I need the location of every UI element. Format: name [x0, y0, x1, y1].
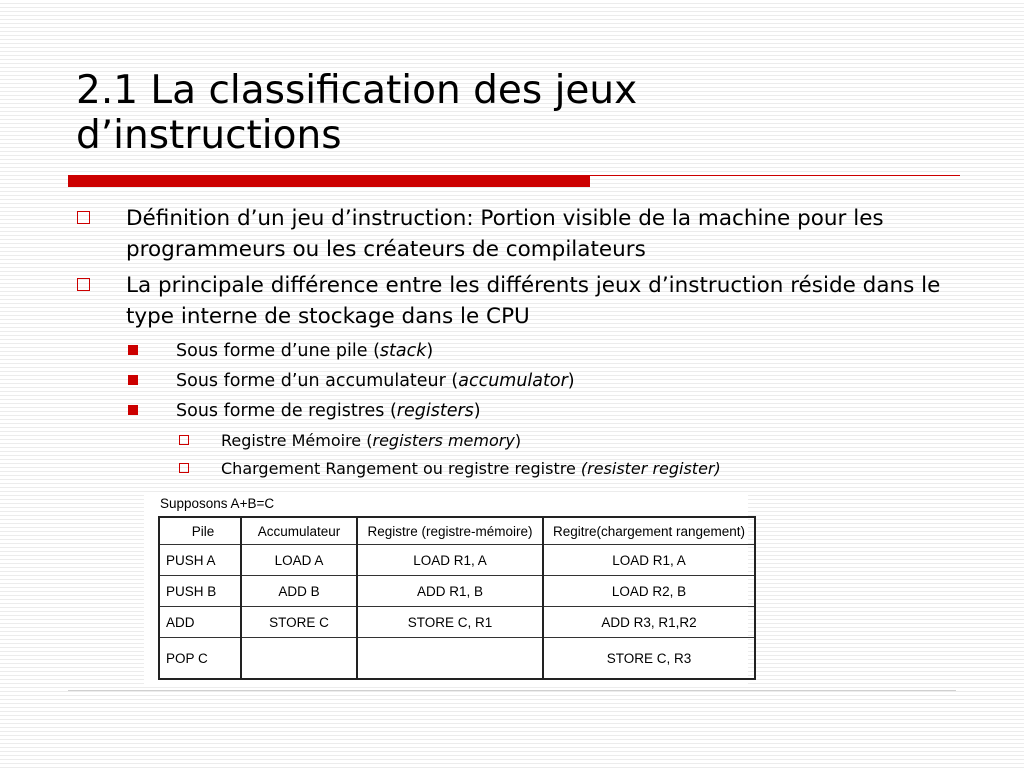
title-line-1: 2.1 La classification des jeux	[76, 68, 638, 113]
subsub-bullet-register-memory	[221, 427, 941, 455]
table-cell: ADD R1, B	[357, 576, 543, 607]
filled-square-bullet-icon	[128, 375, 138, 385]
bullet-definition-text: Définition d’un jeu d’instruction: Portion visible de la machine pour les programmeurs ou les créateurs de compilateurs	[126, 206, 884, 262]
table-cell: LOAD R1, A	[543, 545, 755, 576]
table-cell: LOAD A	[241, 545, 357, 576]
table-row	[159, 576, 755, 607]
table-cell: ADD B	[241, 576, 357, 607]
table-cell: STORE C, R3	[543, 638, 755, 680]
slide-title	[76, 68, 956, 158]
table-cell: STORE C	[241, 607, 357, 638]
sub-bullet-stack	[176, 336, 936, 366]
table-cell	[241, 638, 357, 680]
bullet-difference-text: La principale différence entre les différents jeux d’instruction réside dans le type interne de stockage dans le CPU	[126, 273, 941, 329]
subsub-bullet-register-memory-term: registers memory	[372, 431, 515, 450]
table-row	[159, 607, 755, 638]
table-row	[159, 545, 755, 576]
sub-bullet-accumulator	[176, 366, 936, 396]
header-accumulateur: Accumulateur	[241, 517, 357, 545]
sub-bullet-accumulator-suffix: )	[567, 371, 575, 391]
sub-bullet-stack-prefix: Sous forme d’une pile (	[176, 341, 380, 361]
table-cell	[357, 638, 543, 680]
filled-square-bullet-icon	[128, 405, 138, 415]
table-cell: ADD	[159, 607, 241, 638]
bullet-definition	[126, 203, 946, 265]
header-pile: Pile	[159, 517, 241, 545]
title-line-2: d’instructions	[76, 113, 342, 158]
table-cell: ADD R3, R1,R2	[543, 607, 755, 638]
filled-square-bullet-icon	[128, 345, 138, 355]
table-cell: POP C	[159, 638, 241, 680]
table-row	[159, 638, 755, 680]
hollow-square-bullet-icon	[179, 435, 189, 445]
title-divider-thick	[68, 176, 590, 187]
instruction-comparison-figure	[144, 494, 748, 684]
subsub-bullet-load-store-term: (resister register)	[580, 459, 721, 478]
table-cell: PUSH B	[159, 576, 241, 607]
sub-bullet-registers-prefix: Sous forme de registres (	[176, 401, 397, 421]
hollow-square-bullet-icon	[179, 463, 189, 473]
subsub-bullet-register-memory-prefix: Registre Mémoire (	[221, 431, 373, 450]
table-header-row	[159, 517, 755, 545]
footer-divider	[68, 690, 956, 691]
table-cell: LOAD R2, B	[543, 576, 755, 607]
hollow-square-bullet-icon	[77, 211, 90, 224]
subsub-bullet-register-memory-suffix: )	[514, 431, 522, 450]
table-cell: STORE C, R1	[357, 607, 543, 638]
subsub-bullet-load-store	[221, 455, 941, 483]
sub-bullet-accumulator-term: accumulator	[458, 371, 568, 391]
instruction-comparison-table	[158, 516, 756, 680]
sub-bullet-registers-suffix: )	[473, 401, 481, 421]
sub-bullet-stack-suffix: )	[426, 341, 434, 361]
table-caption: Supposons A+B=C	[160, 496, 275, 511]
hollow-square-bullet-icon	[77, 278, 90, 291]
table-cell: PUSH A	[159, 545, 241, 576]
subsub-bullet-load-store-prefix: Chargement Rangement ou registre registre	[221, 459, 581, 478]
sub-bullet-registers	[176, 396, 936, 426]
header-registre-memoire: Registre (registre-mémoire)	[357, 517, 543, 545]
bullet-difference	[126, 270, 946, 332]
sub-bullet-stack-term: stack	[379, 341, 427, 361]
header-chargement-rangement: Regitre(chargement rangement)	[543, 517, 755, 545]
sub-bullet-accumulator-prefix: Sous forme d’un accumulateur (	[176, 371, 459, 391]
table-cell: LOAD R1, A	[357, 545, 543, 576]
sub-bullet-registers-term: registers	[396, 401, 474, 421]
